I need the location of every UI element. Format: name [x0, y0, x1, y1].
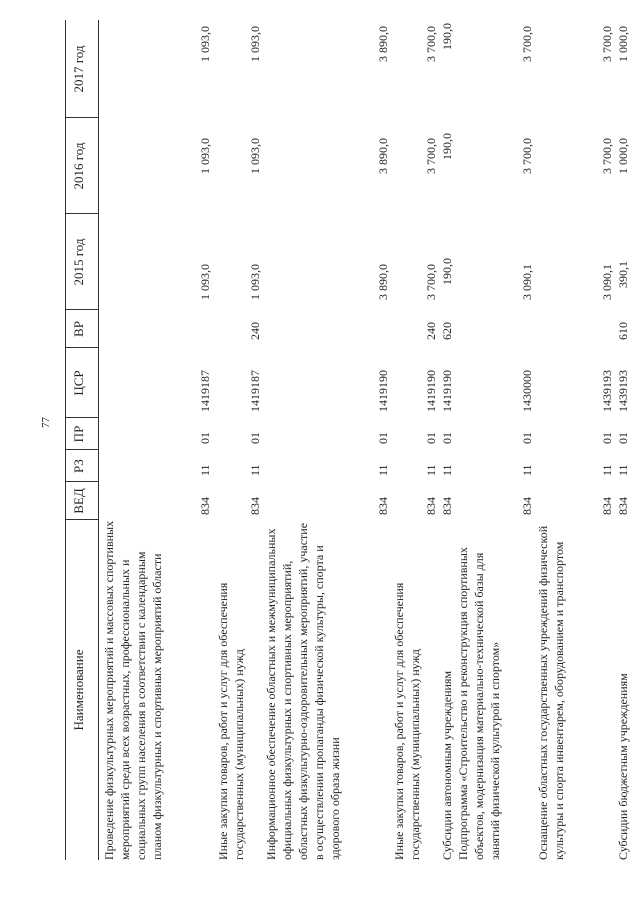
row-rz: 11	[376, 464, 390, 476]
row-ved: 834	[198, 497, 212, 515]
row-2017: 3 700,0	[424, 26, 438, 62]
row-name: Субсидии автономным учреждениям	[440, 670, 454, 860]
row-vr: 610	[616, 322, 630, 340]
row-name: Иные закупки товаров, работ и услуг для обеспечения государственных (муниципальных) нужд	[216, 582, 246, 860]
row-pr: 01	[616, 432, 630, 444]
budget-table	[65, 20, 635, 860]
row-2015: 1 093,0	[198, 264, 212, 300]
row-2015: 390,1	[616, 261, 630, 288]
header-2016: 2016 год	[71, 142, 86, 190]
row-rz: 11	[520, 464, 534, 476]
row-2015: 3 090,1	[600, 264, 614, 300]
row-2016: 1 093,0	[198, 138, 212, 174]
row-2017: 190,0	[440, 23, 454, 50]
row-2016: 3 700,0	[600, 138, 614, 174]
row-2015: 1 093,0	[248, 264, 262, 300]
row-rz: 11	[424, 464, 438, 476]
row-pr: 01	[248, 432, 262, 444]
row-csr: 1439193	[600, 370, 614, 412]
row-csr: 1430000	[520, 370, 534, 412]
row-name: Подпрограмма «Строительство и реконструкция спортивных объектов, модернизация материально-технической базы для занятий физической культурой и спортом»	[456, 547, 502, 860]
row-2016: 1 000,0	[616, 138, 630, 174]
row-csr: 1419187	[198, 370, 212, 412]
row-2017: 1 000,0	[616, 26, 630, 62]
row-vr: 240	[248, 322, 262, 340]
row-ved: 834	[600, 497, 614, 515]
row-2017: 1 093,0	[248, 26, 262, 62]
row-2015: 3 700,0	[424, 264, 438, 300]
row-ved: 834	[424, 497, 438, 515]
row-ved: 834	[520, 497, 534, 515]
row-2015: 190,0	[440, 258, 454, 285]
row-2017: 3 700,0	[600, 26, 614, 62]
row-name: Субсидии бюджетным учреждениям	[616, 673, 630, 860]
header-vr: ВР	[71, 321, 86, 337]
row-2016: 3 890,0	[376, 138, 390, 174]
row-vr: 240	[424, 322, 438, 340]
row-name: Информационное обеспечение областных и межмуниципальных официальных физкультурных и спортивных мероприятий, областных физкультурно-оздоровительных мероприятий, участие в осуществлении пропаганды физической культуры, спорта и здорового образа жизни	[264, 522, 342, 860]
row-rz: 11	[248, 464, 262, 476]
header-pr: ПР	[71, 425, 86, 443]
page-number: 77	[40, 417, 52, 428]
row-vr: 620	[440, 322, 454, 340]
row-pr: 01	[376, 432, 390, 444]
row-pr: 01	[600, 432, 614, 444]
row-2015: 3 890,0	[376, 264, 390, 300]
row-csr: 1419187	[248, 370, 262, 412]
table-top-border	[65, 20, 66, 860]
row-2017: 1 093,0	[198, 26, 212, 62]
row-pr: 01	[198, 432, 212, 444]
row-2016: 3 700,0	[520, 138, 534, 174]
row-rz: 11	[600, 464, 614, 476]
row-rz: 11	[616, 464, 630, 476]
row-csr: 1419190	[424, 370, 438, 412]
header-bottom-border	[98, 20, 99, 860]
row-pr: 01	[520, 432, 534, 444]
row-ved: 834	[440, 497, 454, 515]
row-pr: 01	[440, 432, 454, 444]
row-csr: 1419190	[440, 370, 454, 412]
row-name: Оснащение областных государственных учреждений физической культуры и спорта инвентарем, оборудованием и транспортом	[536, 525, 566, 860]
row-name: Иные закупки товаров, работ и услуг для обеспечения государственных (муниципальных) нужд	[392, 582, 422, 860]
header-ved: ВЕД	[71, 488, 86, 514]
row-2016: 190,0	[440, 133, 454, 160]
row-2017: 3 890,0	[376, 26, 390, 62]
header-2017: 2017 год	[71, 45, 86, 93]
row-ved: 834	[616, 497, 630, 515]
row-rz: 11	[198, 464, 212, 476]
row-2016: 3 700,0	[424, 138, 438, 174]
row-2016: 1 093,0	[248, 138, 262, 174]
row-pr: 01	[424, 432, 438, 444]
row-csr: 1419190	[376, 370, 390, 412]
header-csr: ЦСР	[71, 370, 86, 396]
row-2015: 3 090,1	[520, 264, 534, 300]
row-2017: 3 700,0	[520, 26, 534, 62]
row-ved: 834	[248, 497, 262, 515]
row-csr: 1439193	[616, 370, 630, 412]
header-name: Наименование	[71, 649, 86, 731]
header-rz: РЗ	[71, 459, 86, 473]
header-2015: 2015 год	[71, 238, 86, 286]
row-name: Проведение физкультурных мероприятий и массовых спортивных мероприятий среди всех возрастных, профессиональных и социальных групп населения в соответствии с календарным планом физкультурных и спортивных мероприятий области	[102, 520, 164, 860]
row-rz: 11	[440, 464, 454, 476]
row-ved: 834	[376, 497, 390, 515]
